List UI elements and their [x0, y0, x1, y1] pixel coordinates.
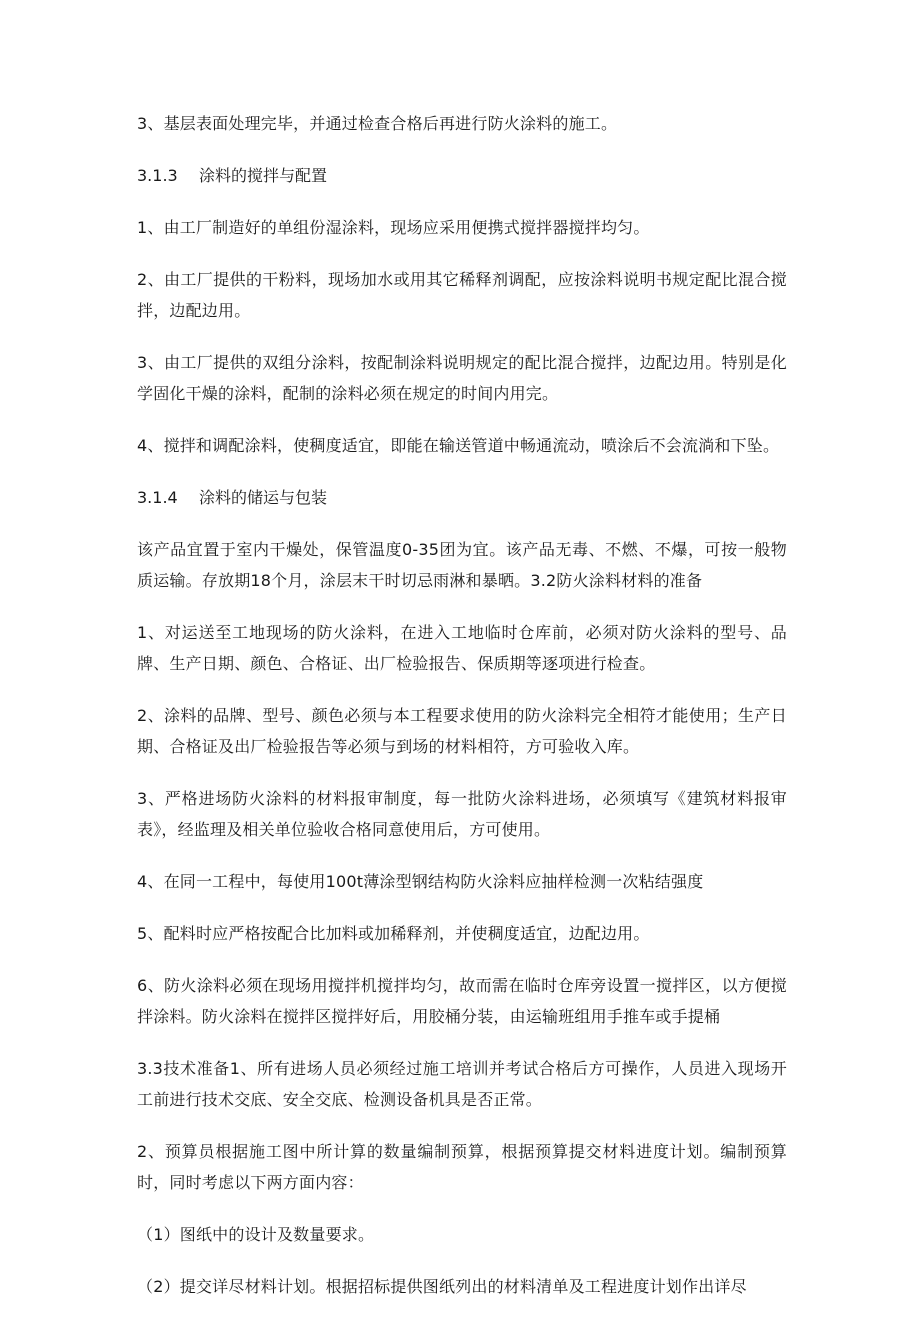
paragraph: 3、严格进场防火涂料的材料报审制度，每一批防火涂料进场，必须填写《建筑材料报审表》，经监理及相关单位验收合格同意使用后，方可使用。	[137, 789, 787, 839]
paragraph: 5、配料时应严格按配合比加料或加稀释剂，并使稠度适宜，边配边用。	[137, 924, 650, 943]
paragraph: 3.3技术准备1、所有进场人员必须经过施工培训并考试合格后方可操作，人员进入现场开工前进行技术交底、安全交底、检测设备机具是否正常。	[137, 1059, 787, 1109]
paragraph: 2、预算员根据施工图中所计算的数量编制预算，根据预算提交材料进度计划。编制预算时，同时考虑以下两方面内容：	[137, 1142, 787, 1192]
list-item: （2）提交详尽材料计划。根据招标提供图纸列出的材料清单及工程进度计划作出详尽	[137, 1277, 747, 1296]
paragraph: 6、防火涂料必须在现场用搅拌机搅拌均匀，故而需在临时仓库旁设置一搅拌区，以方便搅拌涂料。防火涂料在搅拌区搅拌好后，用胶桶分装，由运输班组用手推车或手提桶	[137, 976, 787, 1026]
paragraph: 4、搅拌和调配涂料，使稠度适宜，即能在输送管道中畅通流动，喷涂后不会流淌和下坠。	[137, 436, 780, 455]
section-title: 涂料的储运与包装	[199, 488, 328, 507]
list-item: （1）图纸中的设计及数量要求。	[137, 1225, 375, 1244]
paragraph: 2、由工厂提供的干粉料，现场加水或用其它稀释剂调配，应按涂料说明书规定配比混合搅拌，边配边用。	[137, 270, 787, 320]
section-heading-3-1-3	[137, 160, 787, 191]
paragraph: 4、在同一工程中，每使用100t薄涂型钢结构防火涂料应抽样检测一次粘结强度	[137, 872, 704, 891]
section-heading-3-1-4	[137, 482, 787, 513]
paragraph: 1、对运送至工地现场的防火涂料，在进入工地临时仓库前，必须对防火涂料的型号、品牌、生产日期、颜色、合格证、出厂检验报告、保质期等逐项进行检查。	[137, 623, 787, 673]
paragraph: 1、由工厂制造好的单组份湿涂料，现场应采用便携式搅拌器搅拌均匀。	[137, 218, 650, 237]
document-body	[137, 108, 787, 1323]
paragraph: 该产品宜置于室内干燥处，保管温度0-35团为宜。该产品无毒、不燃、不爆，可按一般物质运输。存放期18个月，涂层末干时切忌雨淋和暴晒。3.2防火涂料材料的准备	[137, 540, 787, 590]
section-title: 涂料的搅拌与配置	[199, 166, 328, 185]
section-number: 3.1.3	[137, 166, 178, 185]
paragraph: 2、涂料的品牌、型号、颜色必须与本工程要求使用的防火涂料完全相符才能使用；生产日期、合格证及出厂检验报告等必须与到场的材料相符，方可验收入库。	[137, 706, 787, 756]
paragraph: 3、基层表面处理完毕，并通过检查合格后再进行防火涂料的施工。	[137, 114, 618, 133]
paragraph: 3、由工厂提供的双组分涂料，按配制涂料说明规定的配比混合搅拌，边配边用。特别是化学固化干燥的涂料，配制的涂料必须在规定的时间内用完。	[137, 353, 787, 403]
section-number: 3.1.4	[137, 488, 178, 507]
